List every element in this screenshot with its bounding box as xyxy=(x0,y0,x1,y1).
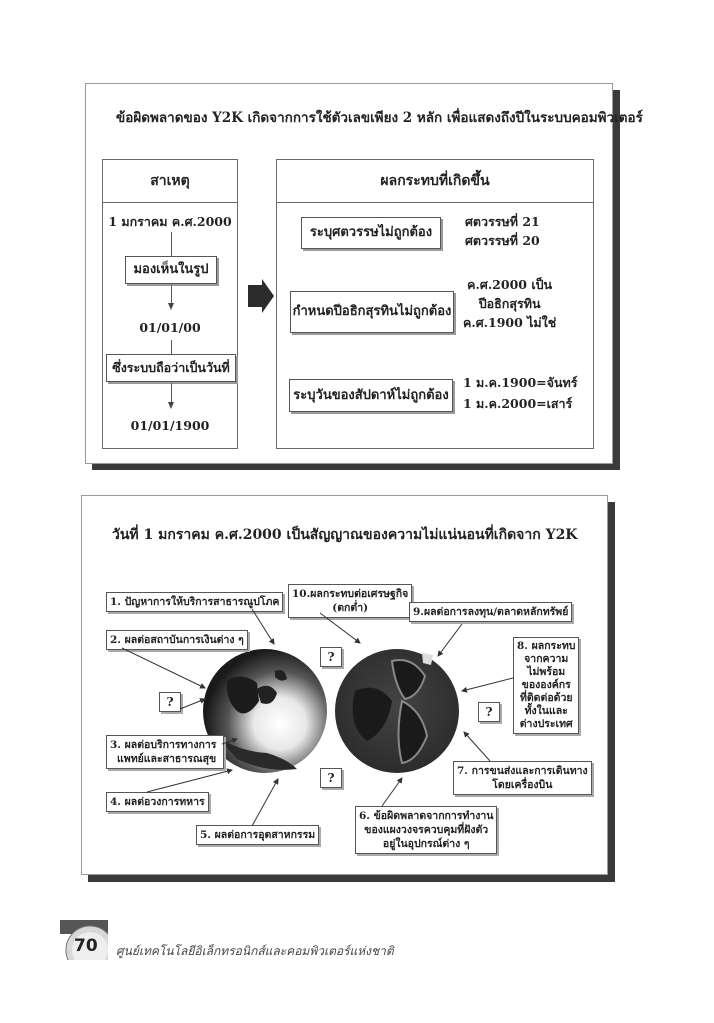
arrow-7 xyxy=(464,732,490,761)
detail-line: ค.ศ.2000 เป็น xyxy=(467,277,553,292)
label-line: แพทย์และสาธารณสุข xyxy=(117,753,217,765)
connector-line xyxy=(171,285,172,305)
effects-box xyxy=(276,159,594,449)
cause-header: สาเหตุ xyxy=(103,160,237,203)
label-public-utilities: 1. ปัญหาการให้บริการสาธารณูปโภค xyxy=(106,592,283,612)
effect-weekday-label: ระบุวันของสัปดาห์ไม่ถูกต้อง xyxy=(289,379,453,412)
detail-line: ศตวรรษที่ 21 xyxy=(465,214,540,229)
label-line: ต่างประเทศ xyxy=(519,718,573,730)
label-line: ไม่พร้อม xyxy=(527,666,566,678)
unknown-marker: ? xyxy=(478,702,500,722)
cause-step-short-date: 01/01/00 xyxy=(139,320,201,335)
arrow-2 xyxy=(122,648,205,688)
label-line: 7. การขนส่งและการเดินทาง xyxy=(457,765,588,777)
cause-step-date: 1 มกราคม ค.ศ.2000 xyxy=(108,214,232,229)
label-economy xyxy=(288,584,412,618)
effect-leap-year-detail xyxy=(463,275,556,332)
label-line: อยู่ในอุปกรณ์ต่าง ๆ xyxy=(382,838,470,850)
right-arrow-icon xyxy=(248,279,274,313)
cause-step-result-date: 01/01/1900 xyxy=(130,418,210,433)
label-investment-stock: 9.ผลต่อการลงทุน/ตลาดหลักทรัพย์ xyxy=(409,602,572,622)
label-line: (ตกต่ำ) xyxy=(332,602,369,614)
detail-line: ศตวรรษที่ 20 xyxy=(465,233,540,248)
label-line: ทั้งในและ xyxy=(524,705,568,717)
label-line: 10.ผลกระทบต่อเศรษฐกิจ xyxy=(292,588,409,600)
unknown-marker: ? xyxy=(320,768,342,788)
label-line: จากความ xyxy=(524,653,569,665)
effects-header: ผลกระทบที่เกิดขึ้น xyxy=(277,160,593,203)
label-line: 3. ผลต่อบริการทางการ xyxy=(110,739,217,751)
arrow-5 xyxy=(252,779,278,826)
label-line: 8. ผลกระทบ xyxy=(517,640,576,652)
y2k-cause-effect-panel xyxy=(85,83,643,464)
detail-line: ค.ศ.1900 ไม่ใช่ xyxy=(463,315,557,330)
y2k-uncertainty-panel xyxy=(81,495,608,875)
unknown-marker: ? xyxy=(320,647,342,667)
panel1-title: ข้อผิดพลาดของ Y2K เกิดจากการใช้ตัวเลขเพียง 2 หลัก เพื่อแสดงถึงปีในระบบคอมพิวเตอร์ xyxy=(116,110,643,126)
detail-line: ปีอธิกสุรทิน xyxy=(478,296,541,311)
effect-leap-year-label: กำหนดปีอธิกสุรทินไม่ถูกต้อง xyxy=(290,291,454,333)
label-military: 4. ผลต่อวงการทหาร xyxy=(106,792,209,812)
effect-weekday-detail xyxy=(463,372,577,414)
cause-step-seen-as: มองเห็นในรูป xyxy=(125,256,217,284)
globe-right-icon xyxy=(335,649,459,773)
connector-line xyxy=(171,232,172,256)
label-industry: 5. ผลต่อการอุตสาหกรรม xyxy=(196,825,319,845)
label-air-transport xyxy=(453,761,592,795)
panel2-title: วันที่ 1 มกราคม ค.ศ.2000 เป็นสัญญาณของความไม่แน่นอนที่เกิดจาก Y2K xyxy=(112,527,578,543)
effect-century-label: ระบุศตวรรษไม่ถูกต้อง xyxy=(301,217,441,249)
page-number: 70 xyxy=(74,936,98,956)
label-line: ของแผงวงจรควบคุมที่ฝังตัว xyxy=(364,824,489,836)
label-medical-services xyxy=(106,735,224,769)
cause-step-system-interprets: ซึ่งระบบถือว่าเป็นวันที่ xyxy=(106,354,236,382)
arrow-6 xyxy=(382,778,402,806)
cause-box xyxy=(102,159,238,449)
effect-century-detail xyxy=(465,212,540,250)
arrow-down-icon xyxy=(168,402,174,409)
detail-line: 1 ม.ค.2000=เสาร์ xyxy=(463,396,573,411)
label-financial-institutions: 2. ผลต่อสถาบันการเงินต่าง ๆ xyxy=(106,630,248,650)
connector-line xyxy=(171,340,172,354)
label-organization-readiness xyxy=(513,637,579,734)
unknown-marker: ? xyxy=(159,692,181,712)
footer-organization: ศูนย์เทคโนโลยีอิเล็กทรอนิกส์และคอมพิวเตอร์แห่งชาติ xyxy=(116,944,394,958)
label-line: ที่ติดต่อด้วย xyxy=(519,692,573,704)
arrow-1 xyxy=(252,609,274,644)
arrow-down-icon xyxy=(168,303,174,310)
detail-line: 1 ม.ค.1900=จันทร์ xyxy=(463,375,578,390)
label-embedded-systems xyxy=(355,806,497,854)
label-line: ขององค์กร xyxy=(521,679,571,691)
label-line: 6. ข้อผิดพลาดจากการทำงาน xyxy=(359,810,494,822)
label-line: โดยเครื่องบิน xyxy=(492,779,553,791)
arrow-8 xyxy=(462,678,513,691)
